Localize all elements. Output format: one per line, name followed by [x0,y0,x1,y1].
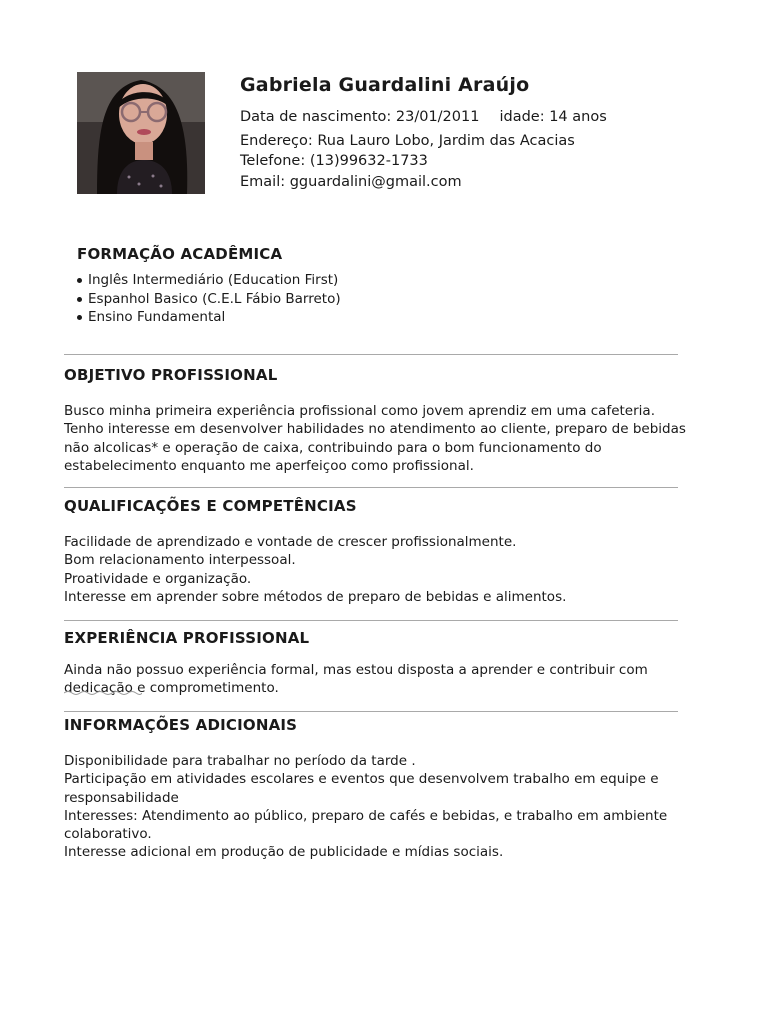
list-item: Inglês Intermediário (Education First) [88,271,697,290]
email: Email: gguardalini@gmail.com [240,173,462,190]
text-line: responsabilidade [64,789,179,806]
section-title: QUALIFICAÇÕES E COMPETÊNCIAS [64,497,357,515]
text-line: estabelecimento enquanto me aperfeiçoo como profissional. [64,457,474,474]
list-item: Espanhol Basico (C.E.L Fábio Barreto) [88,290,697,309]
age: idade: 14 anos [499,109,607,125]
address: Endereço: Rua Lauro Lobo, Jardim das Acacias [240,132,575,149]
birth-age-line [240,107,740,128]
section-adicionais [64,714,689,862]
section-formacao [77,243,697,327]
text-line: Disponibilidade para trabalhar no período da tarde . [64,753,416,769]
section-title: OBJETIVO PROFISSIONAL [64,366,278,384]
profile-photo [77,72,205,194]
text-line: Interesse em aprender sobre métodos de preparo de bebidas e alimentos. [64,588,567,605]
text-line: Ainda não possuo experiência formal, mas estou disposta a aprender e contribuir com [64,662,648,678]
divider [64,354,678,355]
divider [64,620,678,621]
text-line: Interesse adicional em produção de publicidade e mídias sociais. [64,844,504,861]
text-line: colaborativo. [64,826,152,843]
text-line: Facilidade de aprendizado e vontade de crescer profissionalmente. [64,534,517,550]
section-experiencia [64,627,689,698]
birth-date: Data de nascimento: 23/01/2011 [240,109,480,125]
text-line: Proatividade e organização. [64,570,252,587]
personal-info [240,72,740,192]
section-body [64,752,689,862]
section-title: EXPERIÊNCIA PROFISSIONAL [64,629,310,647]
text-line: Participação em atividades escolares e eventos que desenvolvem trabalho em equipe e [64,771,659,788]
section-body [64,402,689,475]
squiggle-underline [64,689,142,697]
divider [64,711,678,712]
text-line: Busco minha primeira experiência profissional como jovem aprendiz em uma cafeteria. [64,403,655,419]
list-item: Ensino Fundamental [88,308,697,327]
section-body [64,661,689,698]
formacao-list [77,271,697,327]
section-body [64,533,689,606]
text-line: Tenho interesse em desenvolver habilidades no atendimento ao cliente, preparo de bebidas [64,421,686,438]
text-line: não alcolicas* e operação de caixa, contribuindo para o bom funcionamento do [64,439,602,456]
section-objetivo [64,364,689,475]
text-line: Bom relacionamento interpessoal. [64,552,296,569]
phone: Telefone: (13)99632-1733 [240,153,428,169]
portrait-image [77,72,205,194]
section-title: INFORMAÇÕES ADICIONAIS [64,716,298,734]
text-line: dedicação e comprometimento. [64,680,279,697]
section-qualificacoes [64,495,689,606]
candidate-name: Gabriela Guardalini Araújo [240,74,530,96]
section-title: FORMAÇÃO ACADÊMICA [77,245,283,263]
divider [64,487,678,488]
text-line: Interesses: Atendimento ao público, preparo de cafés e bebidas, e trabalho em ambiente [64,807,668,824]
